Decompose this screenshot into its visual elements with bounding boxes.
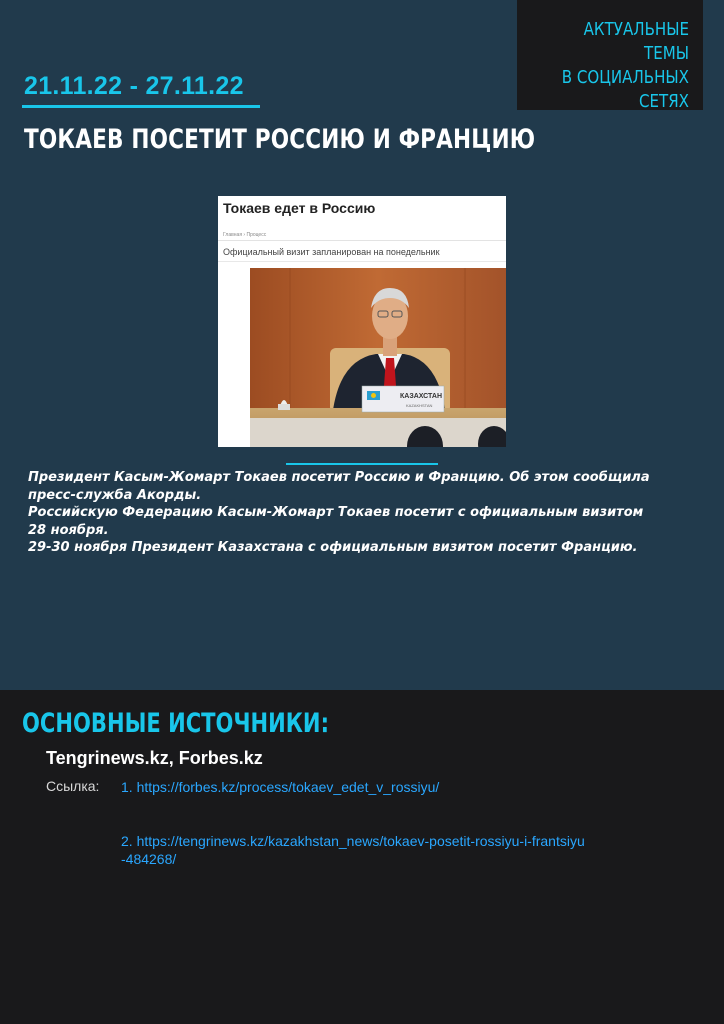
- topic-line-2: В СОЦИАЛЬНЫХ: [561, 68, 689, 88]
- article-body: [28, 469, 718, 557]
- nameplate-label: КАЗАХСТАН: [400, 393, 442, 400]
- nameplate-sublabel: KAZAKHSTAN: [406, 403, 433, 408]
- date-range: 21.11.22 - 27.11.22: [24, 72, 244, 100]
- sources-names: Tengrinews.kz, Forbes.kz: [46, 748, 263, 768]
- article-screenshot: [218, 196, 506, 447]
- article-subtitle: Официальный визит запланирован на понедельник: [223, 247, 440, 257]
- body-line: пресс-служба Акорды.: [28, 487, 202, 503]
- article-photo: [250, 268, 506, 447]
- date-underline: [22, 105, 260, 108]
- topic-badge-text: [541, 18, 689, 114]
- article-breadcrumb: Главная › Процесс: [223, 232, 267, 238]
- article-separator-2: [218, 261, 506, 262]
- source-link-tengrinews[interactable]: [121, 832, 701, 868]
- article-separator: [218, 240, 506, 241]
- body-line: 29-30 ноября Президент Казахстана с официальным визитом посетит Францию.: [28, 540, 638, 555]
- topic-line-1: АКТУАЛЬНЫЕ ТЕМЫ: [583, 20, 689, 64]
- body-line: Президент Касым-Жомарт Токаев посетит Россию и Францию. Об этом сообщила: [28, 470, 650, 485]
- source-link-forbes[interactable]: 1. https://forbes.kz/process/tokaev_edet_v_rossiyu/: [121, 779, 440, 795]
- topic-line-3: СЕТЯХ: [639, 92, 689, 112]
- article-title: Токаев едет в Россию: [223, 200, 376, 216]
- page-title: ТОКАЕВ ПОСЕТИТ РОССИЮ И ФРАНЦИЮ: [24, 124, 536, 155]
- body-line: Российскую Федерацию Касым-Жомарт Токаев посетит с официальным визитом: [28, 505, 644, 520]
- section-divider: [286, 463, 438, 465]
- sources-heading: ОСНОВНЫЕ ИСТОЧНИКИ:: [22, 708, 329, 739]
- source-link-line: 2. https://tengrinews.kz/kazakhstan_news/tokaev-posetit-rossiyu-i-frantsiyu: [121, 833, 585, 849]
- link-label: Ссылка:: [46, 778, 100, 794]
- topic-badge: [517, 0, 703, 110]
- source-link-line: -484268/: [121, 851, 177, 867]
- body-line: 28 ноября.: [28, 522, 109, 538]
